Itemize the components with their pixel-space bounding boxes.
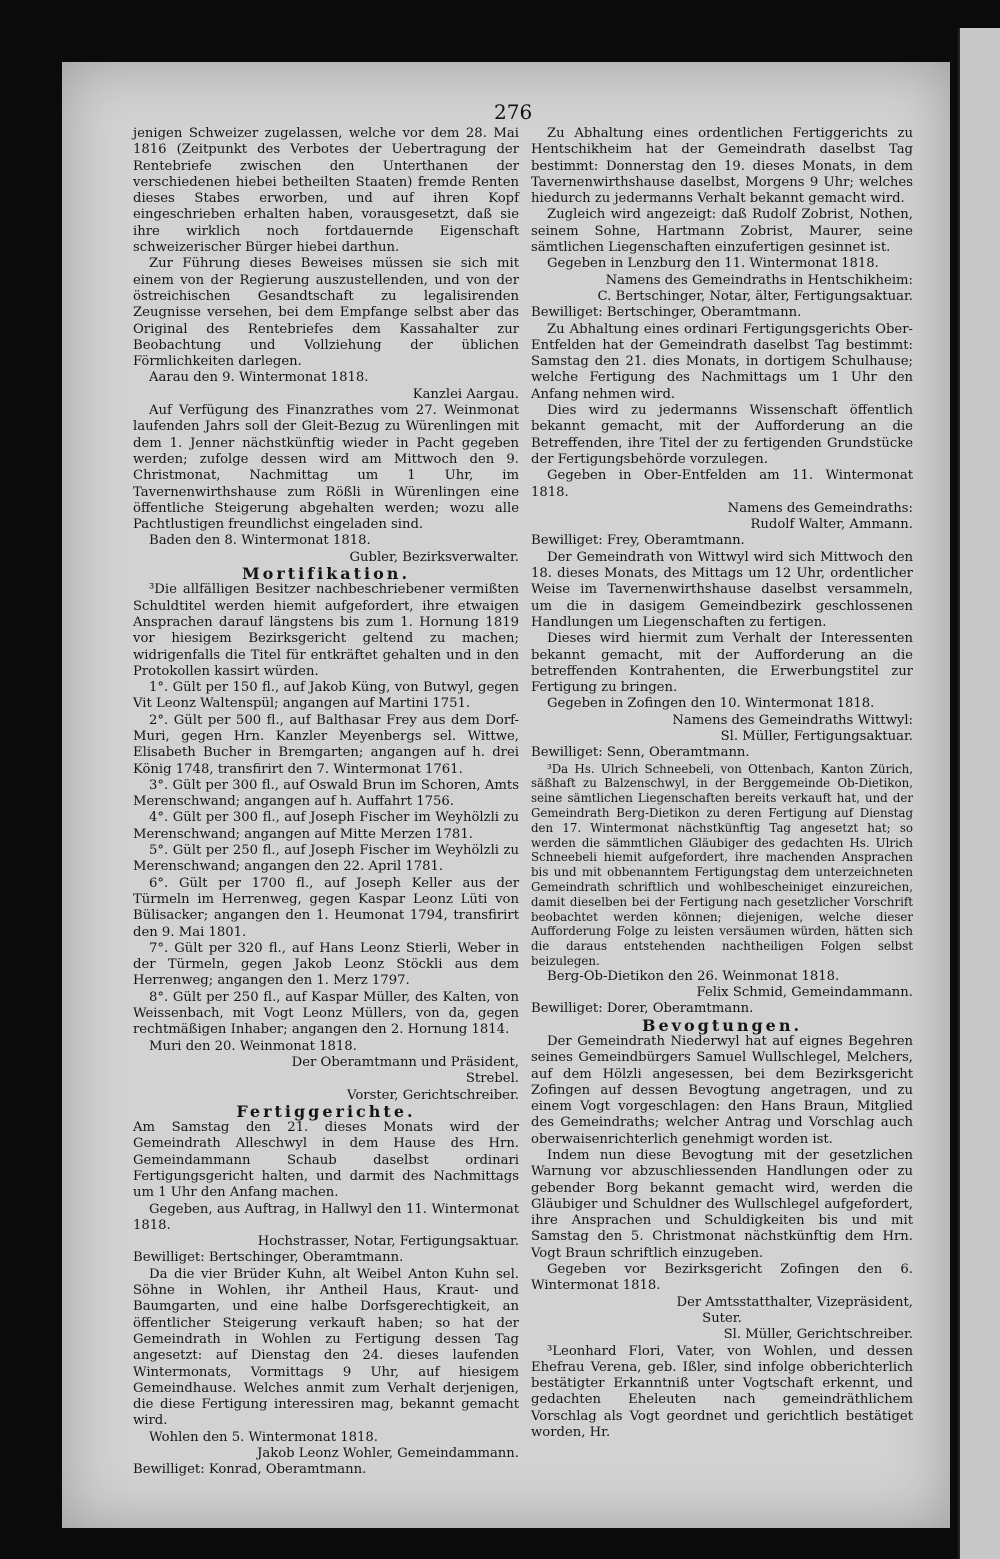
paragraph: Bewilliget: Bertschinger, Oberamtmann.: [531, 305, 802, 321]
paragraph: 6°. Gült per 1700 fl., auf Joseph Keller aus der Türmeln im Herrenweg, gegen Kaspar Leonz Lüti von Bülisacker; angangen den 1. Heumonat 1794, transfirirt den 9. Mai 1801.: [133, 875, 519, 940]
signature-line: Jakob Leonz Wohler, Gemeindammann.: [257, 1446, 519, 1462]
paragraph: Indem nun diese Bevogtung mit der gesetzlichen Warnung vor abzuschliessenden Handlungen oder zu gebender Borg bekannt gemacht wird, werden die Gläubiger und Schuldner des Wullschlegel aufgefordert, ihre Ansprachen und Schuldigkeiten bis und mit Samstag den 5. Christmonat nächstkünftig dem Hrn. Vogt Braun schriftlich einzugeben.: [531, 1148, 913, 1261]
paragraph: Berg-Ob-Dietikon den 26. Weinmonat 1818.: [547, 968, 840, 984]
paragraph: 2°. Gült per 500 fl., auf Balthasar Frey aus dem Dorf-Muri, gegen Hrn. Kanzler Meyenbergs sel. Wittwe, Elisabeth Bucher in Bremgarten; angangen auf h. drei König 1748, transfirirt den 7. Wintermonat 1761.: [133, 712, 519, 777]
paragraph: Dies wird zu jedermanns Wissenschaft öffentlich bekannt gemacht, mit der Aufforderung an die Betreffenden, ihre Titel der zu fertigenden Grundstücke der Fertigungsbehörde vorzulegen.: [531, 403, 913, 467]
section-heading: Bevogtungen.: [641, 1015, 803, 1035]
paragraph: Zu Abhaltung eines ordinari Fertigungsgerichts Ober-Entfelden hat der Gemeindrath daselbst Tag bestimmt: Samstag den 21. dies Monats, in dortigem Schulhause; welche Fertigung des Nachmittags um 1 Uhr den Anfang nehmen wird.: [531, 321, 913, 402]
paragraph: Gegeben in Zofingen den 10. Wintermonat 1818.: [547, 696, 875, 712]
paragraph: Der Gemeindrath Niederwyl hat auf eignes Begehren seines Gemeindbürgers Samuel Wullschlegel, Melchers, auf dem Hölzli angesessen, bei dem Bezirksgericht Zofingen auf dessen Bevogtung angetragen, und zu einem Vogt vorgeschlagen: den Hans Braun, Mitglied des Gemeindraths; welcher Antrag und Vorschlag auch oberwaisenrichterlich genehmigt worden ist.: [531, 1033, 913, 1147]
signature-line: Gubler, Bezirksverwalter.: [349, 549, 519, 565]
signature-line: Der Oberamtmann und Präsident,: [291, 1054, 519, 1070]
signature-line: Sl. Müller, Fertigungsaktuar.: [720, 728, 913, 744]
paragraph: 8°. Gült per 250 fl., auf Kaspar Müller, des Kalten, von Weissenbach, mit Vogt Leonz Müllers, von da, gegen rechtmäßigen Inhaber; angangen den 2. Hornung 1814.: [133, 989, 519, 1038]
signature-line: Der Amtsstatthalter, Vizepräsident,: [676, 1294, 913, 1310]
paragraph: Der Gemeindrath von Wittwyl wird sich Mittwoch den 18. dieses Monats, des Mittags um 12 Uhr, ordentlicher Weise im Tavernenwirthshause daselbst versammeln, um die in dasigem Gemeindbezirk geschlossenen Handlungen um Liegenschaften zu fertigen.: [531, 549, 913, 630]
paragraph: Bewilliget: Dorer, Oberamtmann.: [531, 1001, 754, 1017]
paragraph: Baden den 8. Wintermonat 1818.: [149, 533, 371, 549]
paragraph: 3°. Gült per 300 fl., auf Oswald Brun im Schoren, Amts Merenschwand; angangen auf h. Auffahrt 1756.: [133, 777, 519, 810]
paragraph: Da die vier Brüder Kuhn, alt Weibel Anton Kuhn sel. Söhne in Wohlen, ihr Antheil Haus, Kraut- und Baumgarten, und eine halbe Dorfsgerechtigkeit, an öffentlicher Steigerung verkauft haben; so hat der Gemeindrath in Wohlen zu Fertigung dessen Tag angesetzt: auf Dienstag den 24. dieses laufenden Wintermonats, Vormittags 9 Uhr, auf hiesigem Gemeindhause. Welches anmit zum Verhalt derjenigen, die diese Fertigung interessiren mag, bekannt gemacht wird.: [133, 1266, 519, 1429]
paragraph: Dieses wird hiermit zum Verhalt der Interessenten bekannt gemacht, mit der Aufforderung an die betreffenden Kontrahenten, die Erwerbungstitel zur Fertigung zu bringen.: [531, 631, 913, 696]
paragraph: Muri den 20. Weinmonat 1818.: [149, 1038, 357, 1054]
paragraph: ³Leonhard Flori, Vater, von Wohlen, und dessen Ehefrau Verena, geb. Ißler, sind infolge obberichterlich bestätigter Erkanntniß unter Vogtschaft erkennt, und gedachten Eheleuten nach gemeindräthlichem Vorschlag als Vogt geordnet und gerichtlich bestätiget worden, Hr.: [531, 1343, 913, 1441]
next-page-edge: [958, 28, 1000, 1559]
paragraph: Zugleich wird angezeigt: daß Rudolf Zobrist, Nothen, seinem Sohne, Hartmann Zobrist, Maurer, seine sämtlichen Liegenschaften einzufertigen gesinnet ist.: [531, 207, 913, 256]
paragraph: Aarau den 9. Wintermonat 1818.: [149, 370, 369, 386]
paragraph-small: ³Da Hs. Ulrich Schneebeli, von Ottenbach, Kanton Zürich, säßhaft zu Balzenschwyl, in der Berggemeinde Ob-Dietikon, seine sämtlichen Liegenschaften bereits verkauft hat, und der Gemeindrath Berg-Dietikon zu deren Fertigung auf Dienstag den 17. Wintermonat nächstkünftig Tag angesetzt hat; so werden die sämmtlichen Gläubiger des gedachten Hs. Ulrich Schneebeli hiemit aufgefordert, ihre machenden Ansprachen bis und mit obbenanntem Fertigungstag dem unterzeichneten Gemeindrath schriftlich und wohlbescheiniget einzureichen, damit dieselben bei der Fertigung nach gesetzlicher Vorschrift beobachtet werden können; diejenigen, welche dieser Aufforderung Folge zu leisten versäumen würden, hätten sich die daraus entstehenden nachtheiligen Folgen selbst beizulegen.: [531, 761, 913, 968]
section-heading: Mortifikation.: [241, 564, 411, 584]
paragraph: ³Die allfälligen Besitzer nachbeschriebener vermißten Schuldtitel werden hiemit aufgefordert, ihre etwaigen Ansprachen darauf längstens bis zum 1. Hornung 1819 vor hiesigem Bezirksgericht geltend zu machen; widrigenfalls die Titel für entkräftet gehalten und in den Protokollen kassirt würden.: [133, 582, 519, 679]
paragraph: jenigen Schweizer zugelassen, welche vor dem 28. Mai 1816 (Zeitpunkt des Verbotes der Uebertragung der Rentebriefe zwischen den Unterthanen der verschiedenen hiebei betheilten Staaten) fremde Renten dieses Stabes erworben, und auf ihren Kopf eingeschrieben erhalten haben, vorausgesetzt, daß sie ihre wirklich noch fortdauernde Eigenschaft schweizerischer Bürger hiebei darthun.: [133, 126, 519, 256]
paragraph: 5°. Gült per 250 fl., auf Joseph Fischer im Weyhölzli zu Merenschwand; angangen den 22. April 1781.: [133, 843, 519, 875]
signature-line: Vorster, Gerichtschreiber.: [347, 1087, 519, 1103]
signature-line: Rudolf Walter, Ammann.: [750, 517, 913, 533]
signature-line: C. Bertschinger, Notar, älter, Fertigungsaktuar.: [597, 288, 913, 304]
paragraph: Zu Abhaltung eines ordentlichen Fertiggerichts zu Hentschikheim hat der Gemeindrath daselbst Tag bestimmt: Donnerstag den 19. dieses Monats, in dem Tavernenwirthshause daselbst, Morgens 9 Uhr; welches hiedurch zu jedermanns Verhalt bekannt gemacht wird.: [531, 126, 913, 207]
section-heading: Fertiggerichte.: [236, 1101, 416, 1121]
signature-line: Namens des Gemeindraths Wittwyl:: [672, 712, 913, 728]
signature-line: Felix Schmid, Gemeindammann.: [696, 985, 913, 1001]
paragraph: Bewilliget: Frey, Oberamtmann.: [531, 533, 745, 549]
paragraph: 4°. Gült per 300 fl., auf Joseph Fischer im Weyhölzli zu Merenschwand; angangen auf Mitte Merzen 1781.: [133, 810, 519, 842]
paragraph: Gegeben in Lenzburg den 11. Wintermonat 1818.: [547, 256, 879, 272]
signature-line: Strebel.: [465, 1071, 519, 1087]
left-column: [133, 126, 519, 1479]
paragraph: Wohlen den 5. Wintermonat 1818.: [149, 1429, 378, 1445]
paragraph: Am Samstag den 21. dieses Monats wird der Gemeindrath Alleschwyl in dem Hause des Hrn. Gemeindammann Schaub daselbst ordinari Fertigungsgericht halten, und darmit des Nachmittags um 1 Uhr den Anfang machen.: [133, 1120, 519, 1201]
paragraph: Zur Führung dieses Beweises müssen sie sich mit einem von der Regierung auszustellenden, und von der östreichischen Gesandtschaft zu legalisirenden Zeugnisse versehen, bei dem Empfange selbst aber das Original des Rentebriefes dem Kassahalter zur Beobachtung und Vollziehung der üblichen Förmlichkeiten darlegen.: [133, 256, 519, 370]
paragraph: 1°. Gült per 150 fl., auf Jakob Küng, von Butwyl, gegen Vit Leonz Waltenspül; angangen auf Martini 1751.: [133, 680, 519, 712]
paragraph: Bewilliget: Senn, Oberamtmann.: [531, 745, 750, 761]
signature-line: Suter.: [702, 1310, 742, 1326]
paragraph: Bewilliget: Bertschinger, Oberamtmann.: [133, 1250, 404, 1266]
signature-line: Hochstrasser, Notar, Fertigungsaktuar.: [257, 1234, 519, 1250]
page-number: 276: [494, 100, 533, 124]
signature-line: Sl. Müller, Gerichtschreiber.: [723, 1327, 913, 1343]
paragraph: Auf Verfügung des Finanzrathes vom 27. Weinmonat laufenden Jahrs soll der Gleit-Bezug zu Würenlingen mit dem 1. Jenner nächstkünftig wieder in Pacht gegeben werden; zufolge dessen wird am Mittwoch den 9. Christmonat, Nachmittag um 1 Uhr, im Tavernenwirthshause zum Rößli in Würenlingen eine öffentliche Steigerung abgehalten werden; wozu alle Pachtlustigen freundlichst eingeladen sind.: [133, 403, 519, 533]
paragraph: 7°. Gült per 320 fl., auf Hans Leonz Stierli, Weber in der Türmeln, gegen Jakob Leonz Stöckli aus dem Herrenweg; angangen den 1. Merz 1797.: [133, 940, 519, 989]
paragraph: Gegeben vor Bezirksgericht Zofingen den 6. Wintermonat 1818.: [531, 1262, 913, 1294]
signature-line: Kanzlei Aargau.: [412, 386, 519, 402]
right-column: [531, 126, 913, 1441]
signature-line: Namens des Gemeindraths:: [727, 500, 913, 516]
paragraph: Bewilliget: Konrad, Oberamtmann.: [133, 1462, 367, 1478]
signature-line: Namens des Gemeindraths in Hentschikheim:: [605, 272, 913, 288]
paragraph: Gegeben in Ober-Entfelden am 11. Wintermonat 1818.: [531, 468, 913, 500]
paragraph: Gegeben, aus Auftrag, in Hallwyl den 11. Wintermonat 1818.: [133, 1201, 519, 1233]
